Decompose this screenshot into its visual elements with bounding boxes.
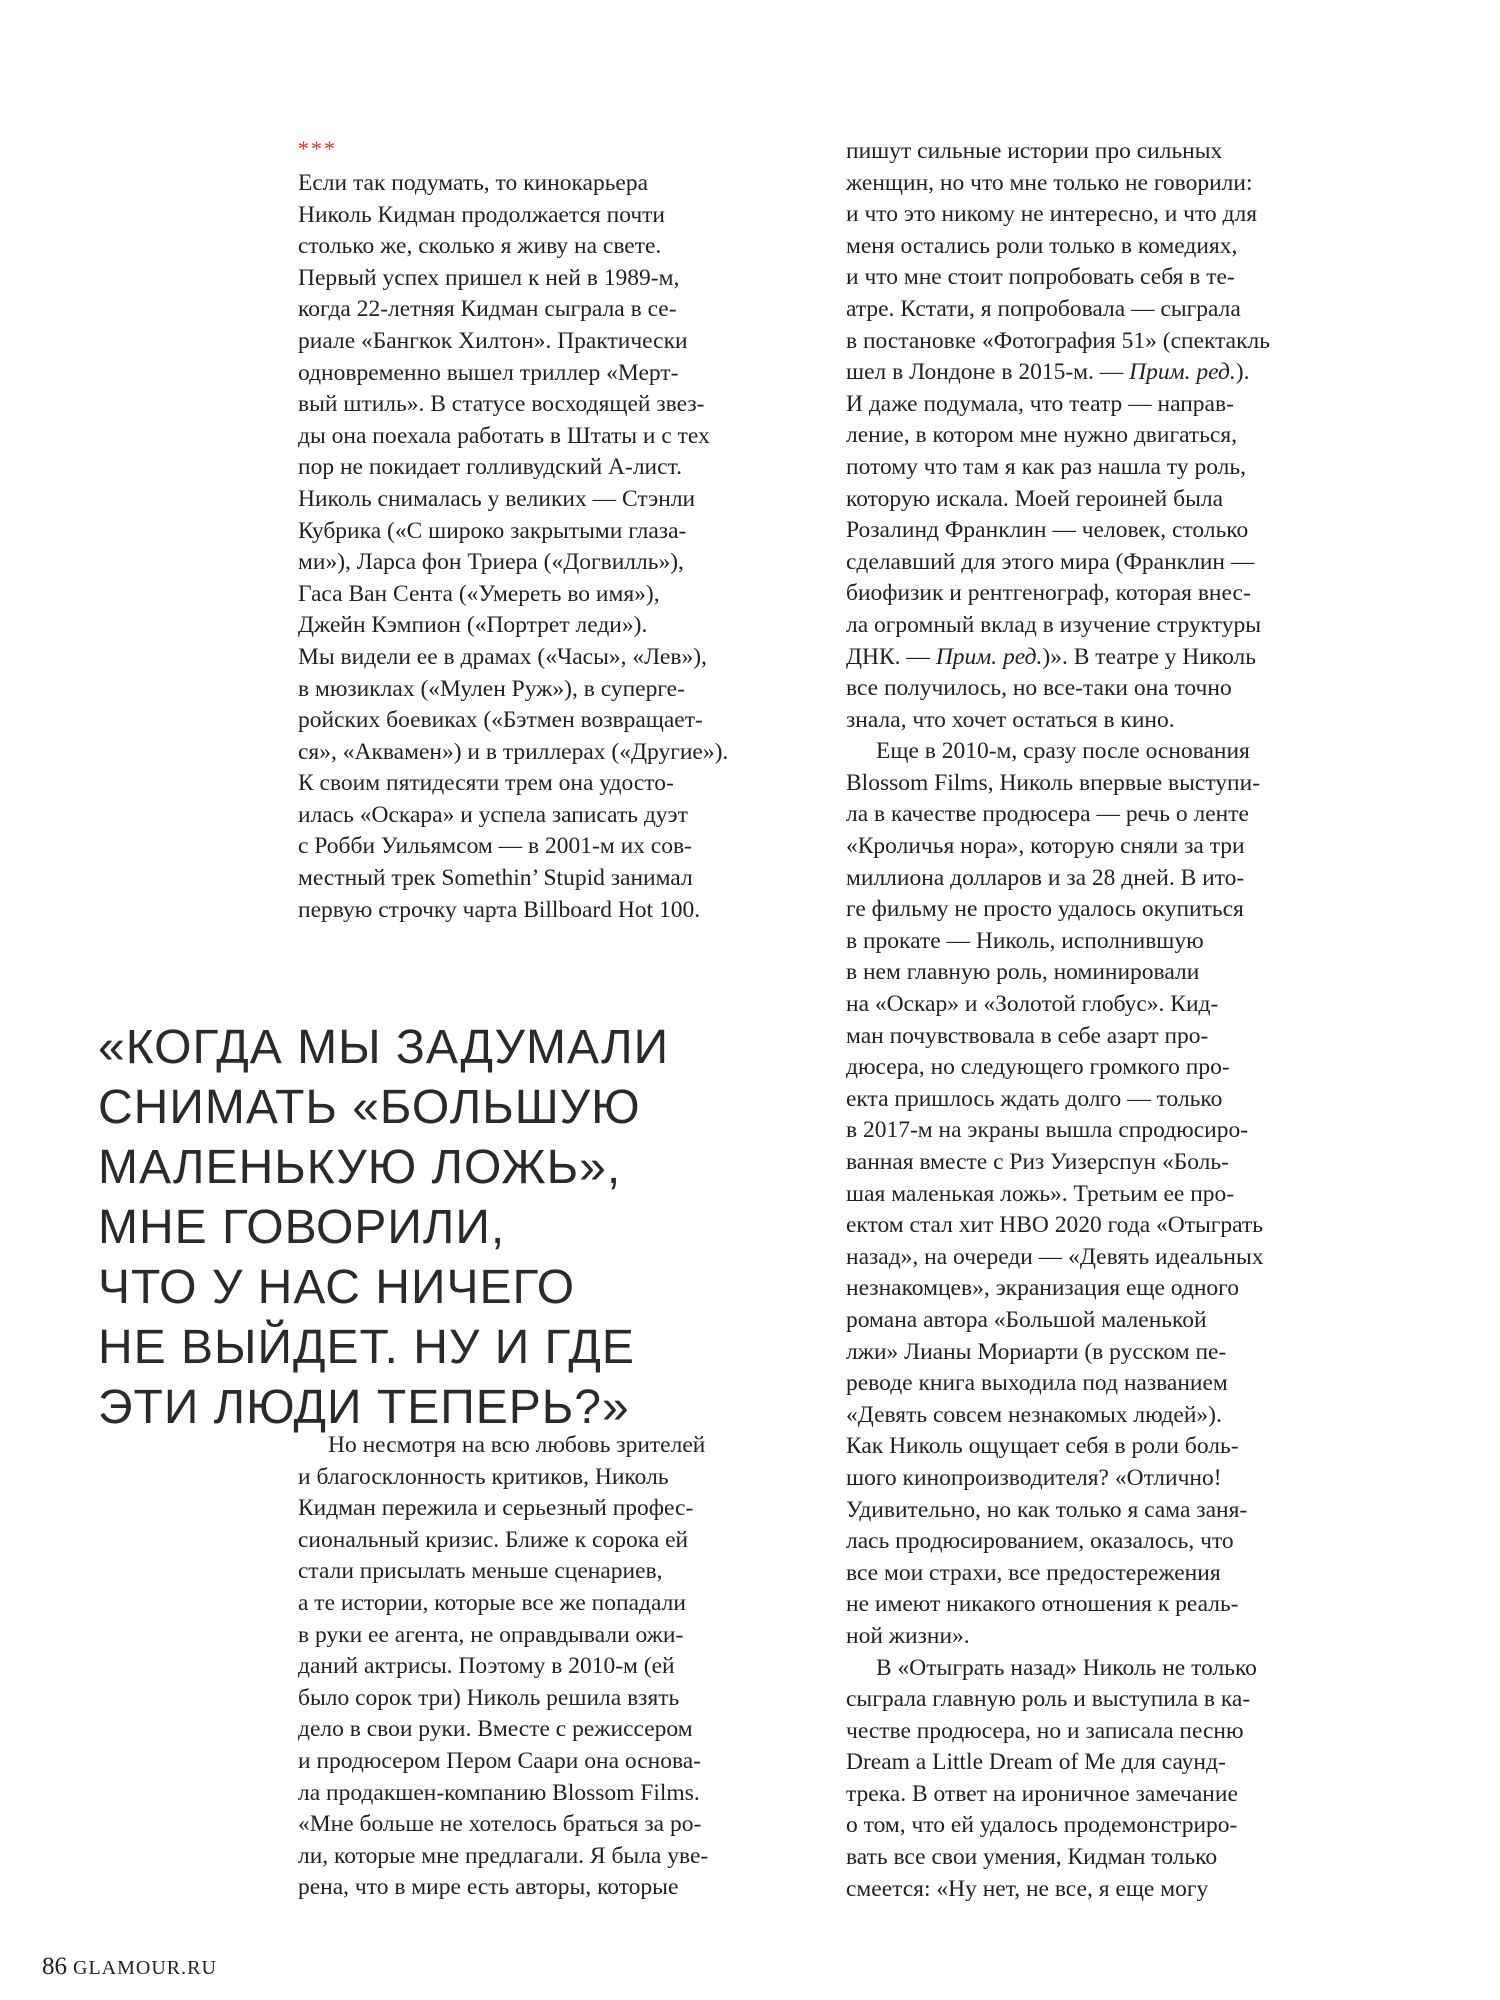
page-footer — [42, 1953, 217, 1981]
paragraph-crisis: Но несмотря на всю любовь зрителей и благосклонность критиков, Николь Кидман пережила и серьезный профес- сиональный кризис. Ближе к сорока ей стали присылать меньше сценариев, а те истории, которые все же попадали в руки ее агента, не оправдывали ожи- даний актрисы. Поэтому в 2010-м (ей было сорок три) Николь решила взять дело в свои руки. Вместе с режиссером и продюсером Пером Саари она основа- ла продакшен-компанию Blossom Films. «Мне больше не хотелось браться за ро- ли, которые мне предлагали. Я была уве- рена, что в мире есть авторы, которые — [298, 1432, 709, 1901]
paragraph-text: )». В театре у Николь все получилось, но все-таки она точно знала, что хочет остаться в кино. — [846, 643, 1256, 733]
site-name: GLAMOUR.RU — [73, 1957, 217, 1979]
article-column-3 — [846, 136, 1386, 1905]
paragraph-text: ). И даже подумала, что театр — направ- ление, в котором мне нужно двигаться, потому что там я как раз нашла ту роль, которую искала. Моей героиней была Розалинд Франклин — человек, столько сделавший для этого мира (Франклин — биофизик и рентгенограф, которая внес- ла огромный вклад в изучение структуры ДНК. — — [846, 359, 1261, 670]
pull-quote: «КОГДА МЫ ЗАДУМАЛИ СНИМАТЬ «БОЛЬШУЮ МАЛЕНЬКУЮ ЛОЖЬ», МНЕ ГОВОРИЛИ, ЧТО У НАС НИЧЕГО НЕ ВЫЙДЕТ. НУ И ГДЕ ЭТИ ЛЮДИ ТЕПЕРЬ?» — [98, 1021, 670, 1434]
paragraph-intro: Если так подумать, то кинокарьера Николь Кидман продолжается почти столько же, сколько я живу на свете. Первый успех пришел к ней в 1989-м, когда 22-летняя Кидман сыграла в се- риале «Бангкок Хилтон». Практически одновременно вышел триллер «Мерт- вый штиль». В статусе восходящей звез- ды она поехала работать в Штаты и с тех пор не покидает голливудский А-лист. Николь снималась у великих — Стэнли Кубрика («С широко закрытыми глаза- ми»), Ларса фон Триера («Догвилль»), Гаса Ван Сента («Умереть во имя»), Джейн Кэмпион («Портрет леди»). Мы видели ее в драмах («Часы», «Лев»), в мюзиклах («Мулен Руж»), в суперге- ройских боевиках («Бэтмен возвращает- ся», «Аквамен») и в триллерах («Другие»). К своим пятидесяти трем она удосто- илась «Оскара» и успела записать дуэт с Робби Уильямсом — в 2001-м их сов- местный трек Somethin’ Stupid занимал первую строчку чарта Billboard Hot 100. — [298, 170, 729, 923]
article-column-2 — [298, 1430, 818, 1904]
article-column-1 — [298, 168, 818, 926]
paragraph-soundtrack: В «Отыграть назад» Николь не только сыграла главную роль и выступила в ка- честве продюсера, но и записала песню Dream a Little Dream of Me для саунд- трека. В ответ на ироничное замечание о том, что ей удалось продемонстриро- вать все свои умения, Кидман только смеется: «Ну нет, не все, я еще могу — [846, 1654, 1257, 1902]
paragraph-producer: Еще в 2010-м, сразу после основания Blossom Films, Николь впервые выступи- ла в качестве продюсера — речь о ленте «Кроличья нора», которую сняли за три миллиона долларов и за 28 дней. В ито- ге фильму не просто удалось окупиться в прокате — Николь, исполнившую в нем главную роль, номинировали на «Оскар» и «Золотой глобус». Кид- ман почувствовала в себе азарт про- дюсера, но следующего громкого про- екта пришлось ждать долго — только в 2017-м на экраны вышла спродюсиро- ванная вместе с Риз Уизерспун «Боль- шая маленькая ложь». Третьим ее про- ектом стал хит HBO 2020 года «Отыграть назад», на очереди — «Девять идеальных незнакомцев», экранизация еще одного романа автора «Большой маленькой лжи» Лианы Мориарти (в русском пе- реводе книга выходила под названием «Девять совсем незнакомых людей»). Как Николь ощущает себя в роли боль- шого кинопроизводителя? «Отлично! Удивительно, но как только я сама заня- лась продюсированием, оказалось, что все мои страхи, все предостережения не имеют никакого отношения к реаль- ной жизни». — [846, 738, 1264, 1649]
paragraph-theatre — [846, 136, 1386, 736]
editor-note: Прим. ред. — [1129, 359, 1236, 386]
editor-note: Прим. ред. — [935, 643, 1043, 670]
section-separator: *** — [298, 136, 337, 161]
page-number: 86 — [42, 1953, 67, 1980]
paragraph-text: пишут сильные истории про сильных женщин, но что мне только не говорили: и что это никому не интересно, и что для меня остались роли только в комедиях, и что мне стоит попробовать себя в те- атре. Кстати, я попробовала — сыграла в постановке «Фотография 51» (спектакль шел в Лондоне в 2015-м. — — [846, 138, 1270, 386]
